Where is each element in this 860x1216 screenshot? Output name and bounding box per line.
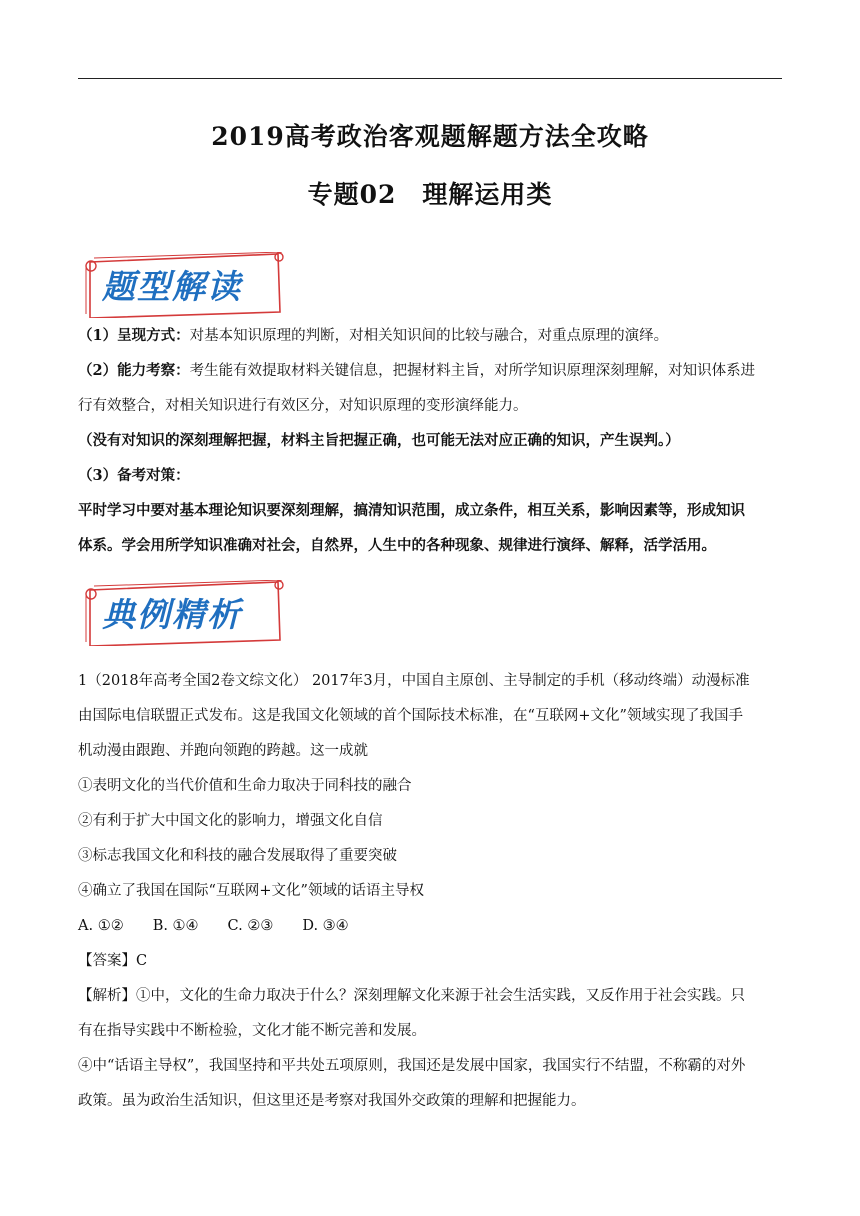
strategy-line-1: 平时学习中要对基本理论知识要深刻理解，搞清知识范围，成立条件，相互关系，影响因素等，形成知识 — [78, 502, 745, 519]
option-3: ③标志我国文化和科技的融合发展取得了重要突破 — [78, 848, 397, 864]
banner-title: 典例精析 — [102, 595, 242, 634]
question-line-3: 机动漫由跟跑、并跑向领跑的跨越。这一成就 — [78, 743, 368, 759]
document-subtitle — [0, 175, 860, 211]
option-1: ①表明文化的当代价值和生命力取决于同科技的融合 — [78, 778, 412, 794]
question-line-1: 1（2018年高考全国2卷文综文化） 2017年3月，中国自主原创、主导制定的手机（移动终端）动漫标准 — [78, 673, 750, 689]
item-strategy-label: （3）备考对策： — [78, 467, 190, 484]
subtitle-prefix: 专题02 — [307, 180, 397, 209]
item-note: （没有对知识的深刻理解把握，材料主旨把握正确，也可能无法对应正确的知识，产生误判。） — [78, 432, 680, 449]
answer-choices: A. ①② B. ①④ C. ②③ D. ③④ — [78, 918, 349, 934]
document-title: 2019高考政治客观题解题方法全攻略 — [211, 122, 649, 151]
analysis-line-3: ④中“话语主导权”，我国坚持和平共处五项原则，我国还是发展中国家，我国实行不结盟，不称霸的对外 — [78, 1058, 746, 1074]
option-4: ④确立了我国在国际“互联网+文化”领域的话语主导权 — [78, 883, 424, 899]
header-rule — [78, 78, 782, 79]
option-2: ②有利于扩大中国文化的影响力，增强文化自信 — [78, 813, 383, 829]
question-line-2: 由国际电信联盟正式发布。这是我国文化领域的首个国际技术标准，在“互联网+文化”领域实现了我国手 — [78, 708, 743, 724]
subtitle-main: 理解运用类 — [422, 180, 553, 209]
analysis-line-4: 政策。虽为政治生活知识，但这里还是考察对我国外交政策的理解和把握能力。 — [78, 1093, 586, 1109]
analysis-line-1: 【解析】①中，文化的生命力取决于什么？深刻理解文化来源于社会生活实践，又反作用于社会实践。只 — [78, 988, 745, 1004]
analysis-line-2: 有在指导实践中不断检验，文化才能不断完善和发展。 — [78, 1023, 426, 1039]
item-ability-cont: 行有效整合，对相关知识进行有效区分，对知识原理的变形演绎能力。 — [78, 398, 528, 414]
section-banner-examples — [80, 580, 290, 644]
item-ability: （2）能力考察：考生能有效提取材料关键信息，把握材料主旨，对所学知识原理深刻理解，对知识体系进 — [78, 362, 756, 379]
strategy-line-2: 体系。学会用所学知识准确对社会，自然界，人生中的各种现象、规律进行演绎、解释，活学活用。 — [78, 537, 716, 554]
banner-title: 题型解读 — [102, 267, 242, 306]
section-banner-question-type — [80, 252, 290, 316]
answer: 【答案】C — [78, 953, 148, 969]
item-presentation: （1）呈现方式：对基本知识原理的判断，对相关知识间的比较与融合，对重点原理的演绎。 — [78, 327, 669, 344]
